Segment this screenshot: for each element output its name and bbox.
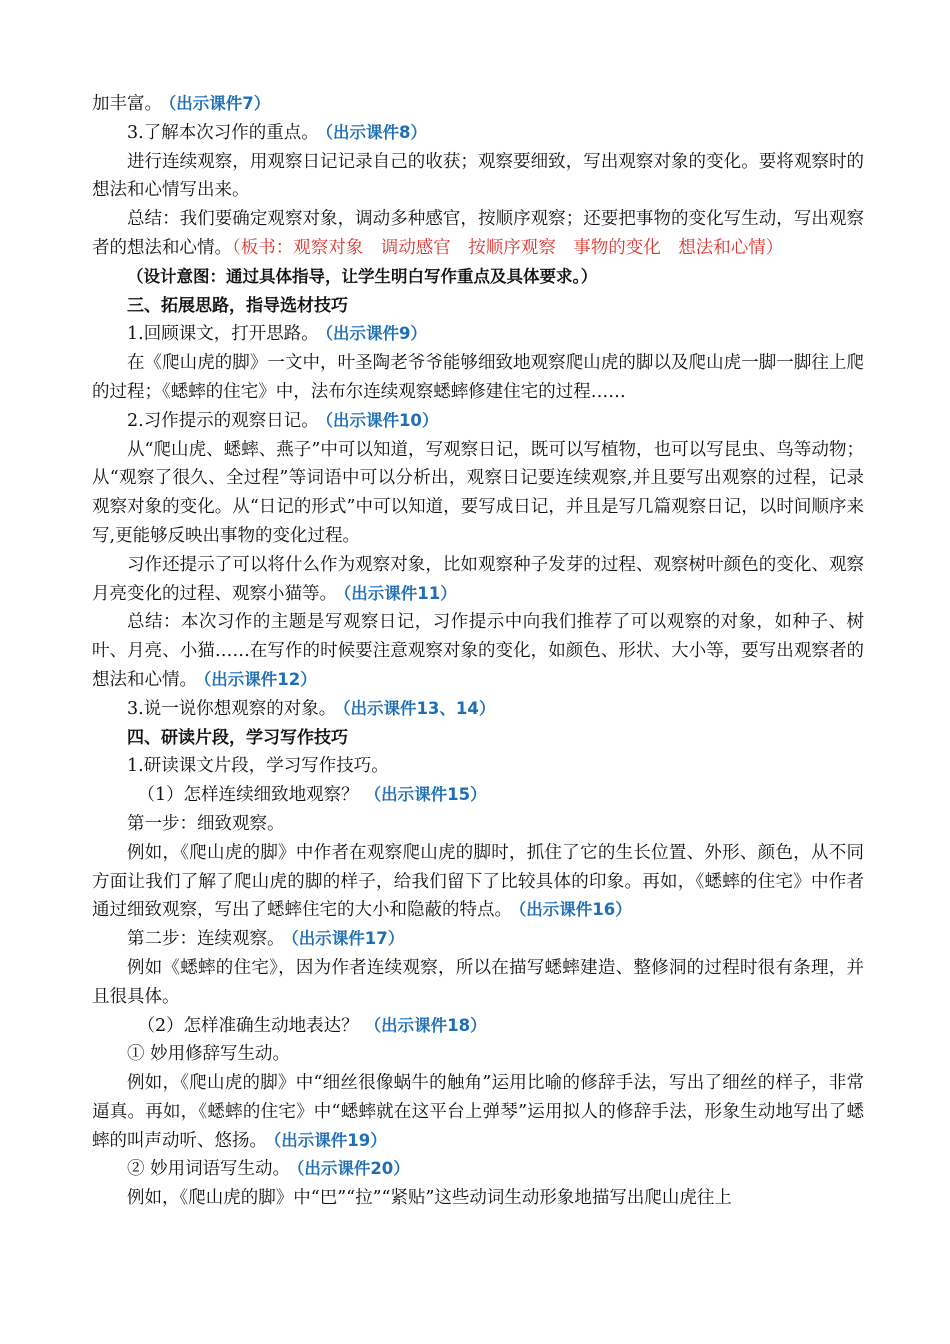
- paragraph-text: 例如，《爬山虎的脚》中“巴”“拉”“紧贴”这些动词生动形象地描写出爬山虎往上: [127, 1188, 732, 1209]
- courseware-note: （出示课件20）: [296, 1159, 410, 1179]
- paragraph-text: 总结：本次习作的主题是写观察日记，习作提示中向我们推荐了可以观察的对象，如种子、树叶、月亮、小猫……在写作的时候要注意观察对象的变化，如颜色、形状、大小等，要写出观察者的想法和心情。: [92, 612, 864, 690]
- paragraph: [92, 1040, 864, 1069]
- paragraph-text: 第一步：细致观察。: [127, 813, 285, 834]
- paragraph-text: 1.研读课文片段，学习写作技巧。: [127, 756, 389, 777]
- courseware-note: （出示课件15）: [364, 785, 487, 805]
- paragraph: [92, 608, 864, 694]
- courseware-note: （出示课件11）: [343, 583, 457, 603]
- paragraph: [92, 752, 864, 781]
- paragraph-text: 3.了解本次习作的重点。: [127, 122, 319, 143]
- paragraph-text: ① 妙用修辞写生动。: [127, 1044, 291, 1065]
- paragraph: [92, 148, 864, 206]
- blackboard-note: （板书：观察对象 调动感官 按顺序观察 事物的变化 想法和心情）: [232, 237, 784, 258]
- courseware-note: （出示课件12）: [203, 669, 317, 689]
- paragraph: [92, 810, 864, 839]
- paragraph-text: 例如，《爬山虎的脚》中作者在观察爬山虎的脚时，抓住了它的生长位置、外形、颜色，从不同方面让我们了解了爬山虎的脚的样子，给我们留下了比较具体的印象。再如，《蟋蟀的住宅》中作者通过细致观察，写出了蟋蟀住宅的大小和隐蔽的特点。: [92, 842, 864, 921]
- paragraph: [92, 695, 864, 724]
- paragraph-text: 三、拓展思路，指导选材技巧: [127, 295, 348, 316]
- paragraph-text: 第二步：连续观察。: [127, 929, 285, 950]
- paragraph-text: 在《爬山虎的脚》一文中，叶圣陶老爷爷能够细致地观察爬山虎的脚以及爬山虎一脚一脚往上爬的过程；《蟋蟀的住宅》中，法布尔连续观察蟋蟀修建住宅的过程……: [92, 353, 864, 402]
- paragraph: [92, 1155, 864, 1184]
- paragraph-text: （2）怎样准确生动地表达？: [137, 1015, 359, 1036]
- paragraph: [92, 781, 864, 810]
- courseware-note: （出示课件18）: [364, 1015, 487, 1035]
- paragraph-text: 从“爬山虎、蟋蟀、燕子”中可以知道，写观察日记，既可以写植物，也可以写昆虫、鸟等动物；从“观察了很久、全过程”等词语中可以分析出，观察日记要连续观察,并且要写出观察的过程，记录观察对象的变化。从“日记的形式”中可以知道，要写成日记，并且是写几篇观察日记，以时间顺序来写,更能够反映出事物的变化过程。: [92, 439, 864, 546]
- section-heading: [92, 292, 864, 321]
- courseware-note: （出示课件7）: [168, 94, 271, 113]
- paragraph-text: 加丰富。: [92, 94, 162, 114]
- courseware-note: （出示课件10）: [324, 410, 439, 430]
- courseware-note: （出示课件9）: [324, 324, 427, 344]
- paragraph-text: 总结：我们要确定观察对象，调动多种感官，按顺序观察；还要把事物的变化写生动，写出观察者的想法和心情。: [92, 209, 864, 258]
- courseware-note: （出示课件19）: [273, 1130, 387, 1150]
- paragraph: [92, 320, 864, 349]
- paragraph-text: 3.说一说你想观察的对象。: [127, 698, 337, 719]
- paragraph: [92, 436, 864, 551]
- courseware-note: （出示课件16）: [518, 900, 632, 920]
- paragraph-text: 例如，《爬山虎的脚》中“细丝很像蜗牛的触角”运用比喻的修辞手法，写出了细丝的样子，非常逼真。再如，《蟋蟀的住宅》中“蟋蟀就在这平台上弹琴”运用拟人的修辞手法，形象生动地写出了蟋蟀的叫声动听、悠扬。: [92, 1073, 864, 1151]
- courseware-note: （出示课件17）: [290, 929, 405, 949]
- paragraph-text: （设计意图：通过具体指导，让学生明白写作重点及具体要求。）: [127, 266, 598, 286]
- paragraph-text: （1）怎样连续细致地观察？: [137, 785, 359, 806]
- paragraph: [92, 349, 864, 407]
- paragraph-text: 四、研读片段，学习写作技巧: [127, 727, 348, 748]
- paragraph: [92, 119, 864, 148]
- courseware-note: （出示课件13、14）: [342, 698, 496, 718]
- design-intent: [92, 263, 864, 292]
- paragraph: [92, 839, 864, 925]
- paragraph: [92, 90, 864, 119]
- paragraph-text: ② 妙用词语写生动。: [127, 1159, 291, 1180]
- document-page: [92, 90, 864, 1213]
- paragraph: [92, 1184, 864, 1213]
- paragraph: [92, 407, 864, 436]
- courseware-note: （出示课件8）: [324, 122, 427, 142]
- paragraph: [92, 205, 864, 263]
- paragraph: [92, 551, 864, 609]
- section-heading: [92, 724, 864, 753]
- paragraph-text: 1.回顾课文，打开思路。: [127, 324, 319, 345]
- paragraph-text: 2.习作提示的观察日记。: [127, 410, 319, 431]
- paragraph: [92, 954, 864, 1012]
- paragraph: [92, 1069, 864, 1155]
- paragraph: [92, 1012, 864, 1041]
- paragraph: [92, 925, 864, 954]
- paragraph-text: 例如《蟋蟀的住宅》，因为作者连续观察，所以在描写蟋蟀建造、整修洞的过程时很有条理，并且很具体。: [92, 957, 864, 1007]
- paragraph-text: 进行连续观察，用观察日记记录自己的收获；观察要细致，写出观察对象的变化。要将观察时的想法和心情写出来。: [92, 151, 864, 201]
- paragraph-text: 习作还提示了可以将什么作为观察对象，比如观察种子发芽的过程、观察树叶颜色的变化、观察月亮变化的过程、观察小猫等。: [92, 554, 864, 604]
